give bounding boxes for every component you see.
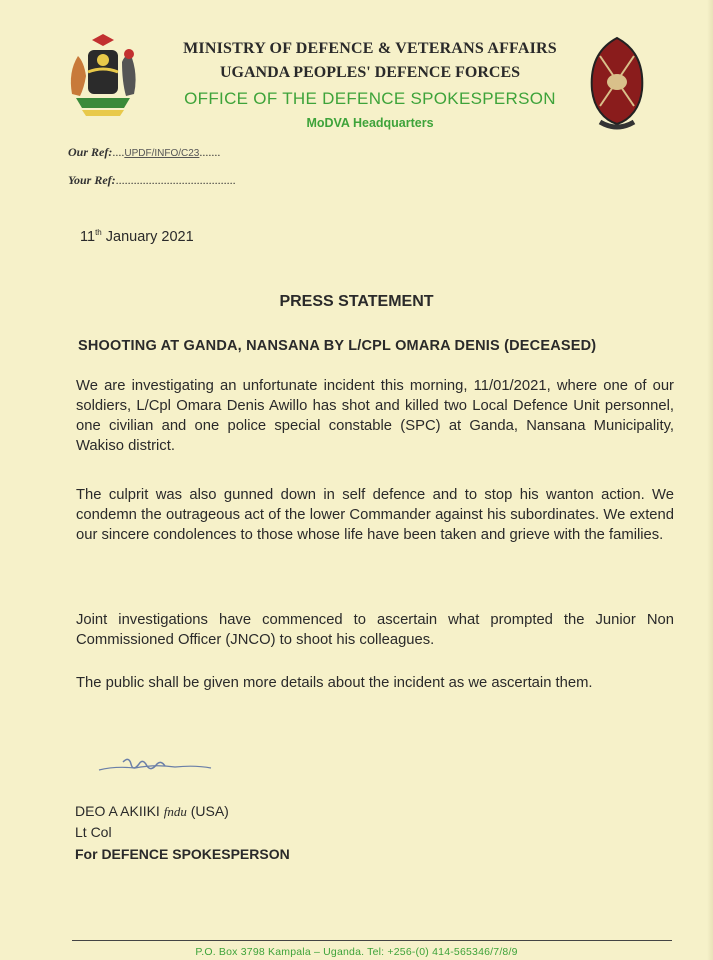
paragraph: We are investigating an unfortunate incident this morning, 11/01/2021, where one of our soldiers, L/Cpl Omara Denis Awillo has shot and killed two Local Defence Unit personnel, one civilian and one police special constable (SPC) at Ganda, Nansana Municipality, Wakiso district.	[76, 378, 674, 454]
footer-address: P.O. Box 3798 Kampala – Uganda. Tel: +256-(0) 414-565346/7/8/9	[195, 946, 518, 958]
our-ref: Our Ref:....UPDF/INFO/C23.......	[68, 145, 221, 159]
statement-subject: SHOOTING AT GANDA, NANSANA BY L/CPL OMARA DENIS (DECEASED)	[78, 338, 597, 354]
page-edge	[707, 0, 713, 960]
signatory-name-text: DEO A AKIIKI	[75, 803, 160, 819]
our-ref-label: Our Ref:	[68, 145, 113, 159]
signatory-rank: Lt Col	[75, 824, 112, 840]
date-rest: January 2021	[101, 228, 194, 245]
date-day: 11	[80, 228, 96, 245]
signatory-role: For DEFENCE SPOKESPERSON	[75, 846, 290, 862]
force-heading: UGANDA PEOPLES' DEFENCE FORCES	[219, 64, 521, 81]
footer-divider	[72, 940, 672, 941]
your-ref-dots: ........................................	[115, 173, 236, 187]
your-ref-label: Your Ref:	[68, 173, 116, 187]
paragraph: The culprit was also gunned down in self defence and to stop his wanton action. We condemn the outrageous act of the lower Commander against his subordinates. We extend our sincere condolences to those whose life have been taken and grieve with the families.	[76, 487, 674, 543]
paragraph: The public shall be given more details about the incident as we ascertain them.	[76, 675, 593, 691]
coat-of-arms-icon	[62, 32, 144, 124]
our-ref-value: UPDF/INFO/C23	[124, 148, 200, 159]
signatory-script: fndu	[163, 804, 187, 819]
date-suffix: th	[95, 228, 102, 237]
our-ref-dots: .......	[199, 145, 221, 159]
handwritten-signature	[95, 752, 215, 782]
letter-date	[80, 228, 194, 245]
ministry-heading: MINISTRY OF DEFENCE & VETERANS AFFAIRS	[183, 40, 557, 57]
office-heading: OFFICE OF THE DEFENCE SPOKESPERSON	[184, 89, 556, 108]
statement-title: PRESS STATEMENT	[279, 293, 434, 310]
paragraph: Joint investigations have commenced to ascertain what prompted the Junior Non Commissioned Officer (JNCO) to shoot his colleagues.	[76, 612, 674, 648]
signatory-name	[75, 803, 229, 820]
headquarters-heading: MoDVA Headquarters	[306, 116, 434, 130]
signatory-country: (USA)	[190, 803, 229, 819]
your-ref	[68, 173, 236, 188]
